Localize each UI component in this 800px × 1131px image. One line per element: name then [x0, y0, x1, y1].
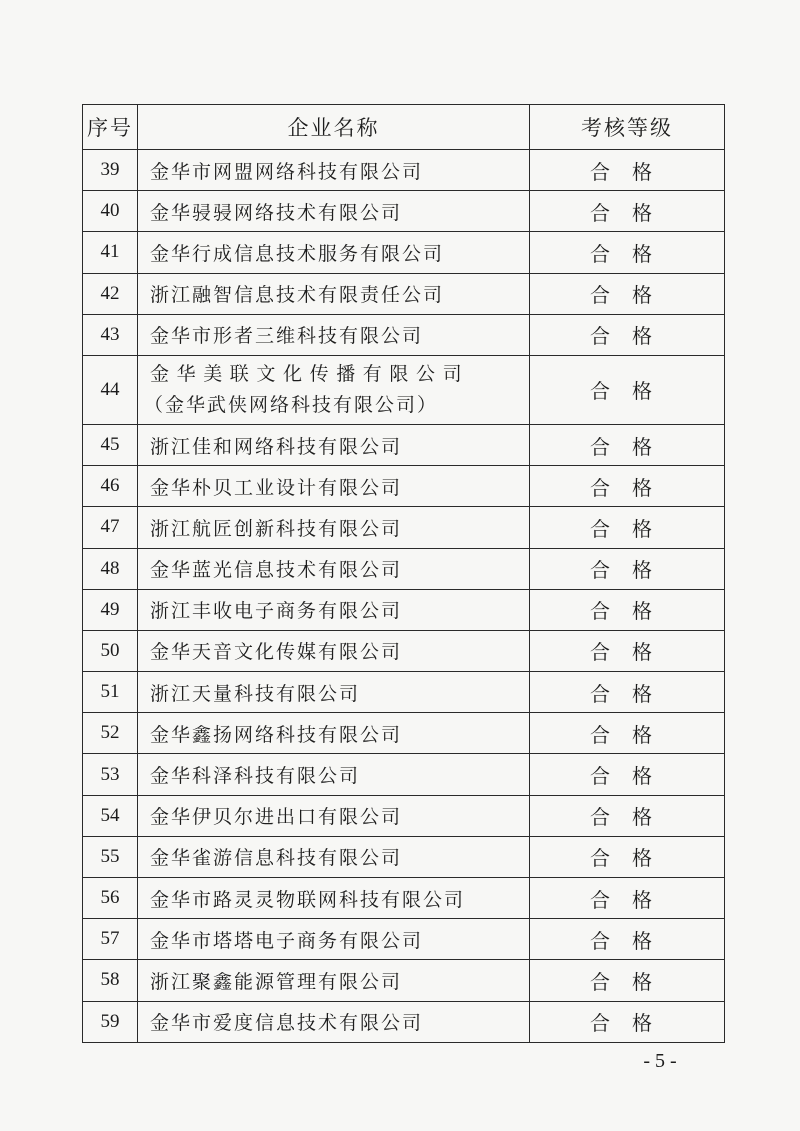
table-row: [83, 1001, 725, 1042]
serial-number-cell: 47: [83, 507, 138, 548]
grade-cell: 合格: [530, 713, 725, 754]
company-name-cell: 金华鑫扬网络科技有限公司: [138, 713, 530, 754]
table-row: [83, 878, 725, 919]
grade-cell: 合格: [530, 630, 725, 671]
grade-cell: 合格: [530, 424, 725, 465]
company-name-cell: 金华天音文化传媒有限公司: [138, 630, 530, 671]
serial-number-cell: 50: [83, 630, 138, 671]
table-row: [83, 150, 725, 191]
grade-cell: 合格: [530, 150, 725, 191]
serial-number-cell: 40: [83, 191, 138, 232]
table-row: [83, 589, 725, 630]
serial-number-cell: 45: [83, 424, 138, 465]
serial-number-cell: 48: [83, 548, 138, 589]
company-name-cell: 金华市爱度信息技术有限公司: [138, 1001, 530, 1042]
serial-number-cell: 39: [83, 150, 138, 191]
grade-cell: 合格: [530, 960, 725, 1001]
company-name-cell: 浙江聚鑫能源管理有限公司: [138, 960, 530, 1001]
grade-cell: 合格: [530, 589, 725, 630]
grade-cell: 合格: [530, 466, 725, 507]
company-name-cell: 浙江佳和网络科技有限公司: [138, 424, 530, 465]
header-company-name: 企业名称: [138, 105, 530, 150]
serial-number-cell: 59: [83, 1001, 138, 1042]
company-name-cell: 浙江融智信息技术有限责任公司: [138, 273, 530, 314]
serial-number-cell: 57: [83, 919, 138, 960]
serial-number-cell: 54: [83, 795, 138, 836]
table-row: [83, 466, 725, 507]
grade-cell: 合格: [530, 507, 725, 548]
grade-cell: 合格: [530, 919, 725, 960]
company-name-cell: 浙江天量科技有限公司: [138, 672, 530, 713]
serial-number-cell: 55: [83, 836, 138, 877]
table-row: [83, 507, 725, 548]
company-name-cell: 金华雀游信息科技有限公司: [138, 836, 530, 877]
company-name-text: 金华美联文化传播有限公司: [150, 362, 470, 385]
company-name-cell: [138, 355, 530, 424]
page-number: - 5 -: [643, 1050, 677, 1072]
table-row: [83, 836, 725, 877]
table-row: [83, 191, 725, 232]
serial-number-cell: 56: [83, 878, 138, 919]
table-header-row: [83, 105, 725, 150]
company-name-cell: 金华朴贝工业设计有限公司: [138, 466, 530, 507]
company-name-cell: 浙江丰收电子商务有限公司: [138, 589, 530, 630]
serial-number-cell: 44: [83, 355, 138, 424]
grade-cell: 合格: [530, 795, 725, 836]
header-assessment-grade: 考核等级: [530, 105, 725, 150]
table-row: [83, 424, 725, 465]
company-name-cell: 浙江航匠创新科技有限公司: [138, 507, 530, 548]
company-name-cell: 金华骎骎网络技术有限公司: [138, 191, 530, 232]
table-row: [83, 548, 725, 589]
company-name-cell: 金华市形者三维科技有限公司: [138, 314, 530, 355]
table-row: [83, 630, 725, 671]
grade-cell: 合格: [530, 672, 725, 713]
table-row: [83, 960, 725, 1001]
company-name-cell: 金华市塔塔电子商务有限公司: [138, 919, 530, 960]
assessment-table: [82, 104, 725, 1043]
table-row: [83, 355, 725, 424]
table-row: [83, 232, 725, 273]
grade-cell: 合格: [530, 191, 725, 232]
table-row: [83, 314, 725, 355]
grade-cell: 合格: [530, 548, 725, 589]
serial-number-cell: 46: [83, 466, 138, 507]
grade-cell: 合格: [530, 754, 725, 795]
grade-cell: 合格: [530, 355, 725, 424]
table-row: [83, 754, 725, 795]
company-former-name-text: （金华武侠网络科技有限公司）: [144, 393, 439, 416]
table-row: [83, 713, 725, 754]
table-row: [83, 919, 725, 960]
grade-cell: 合格: [530, 836, 725, 877]
header-serial-number: 序号: [83, 105, 138, 150]
grade-cell: 合格: [530, 1001, 725, 1042]
company-name-cell: 金华行成信息技术服务有限公司: [138, 232, 530, 273]
grade-cell: 合格: [530, 273, 725, 314]
serial-number-cell: 49: [83, 589, 138, 630]
serial-number-cell: 51: [83, 672, 138, 713]
table-row: [83, 795, 725, 836]
serial-number-cell: 53: [83, 754, 138, 795]
serial-number-cell: 58: [83, 960, 138, 1001]
company-name-cell: 金华市路灵灵物联网科技有限公司: [138, 878, 530, 919]
grade-cell: 合格: [530, 878, 725, 919]
serial-number-cell: 42: [83, 273, 138, 314]
company-name-cell: 金华蓝光信息技术有限公司: [138, 548, 530, 589]
grade-cell: 合格: [530, 314, 725, 355]
company-name-cell: 金华科泽科技有限公司: [138, 754, 530, 795]
table-body: [83, 150, 725, 1043]
serial-number-cell: 41: [83, 232, 138, 273]
company-name-cell: 金华市网盟网络科技有限公司: [138, 150, 530, 191]
serial-number-cell: 43: [83, 314, 138, 355]
serial-number-cell: 52: [83, 713, 138, 754]
grade-cell: 合格: [530, 232, 725, 273]
table-row: [83, 273, 725, 314]
company-name-cell: 金华伊贝尔进出口有限公司: [138, 795, 530, 836]
table-row: [83, 672, 725, 713]
